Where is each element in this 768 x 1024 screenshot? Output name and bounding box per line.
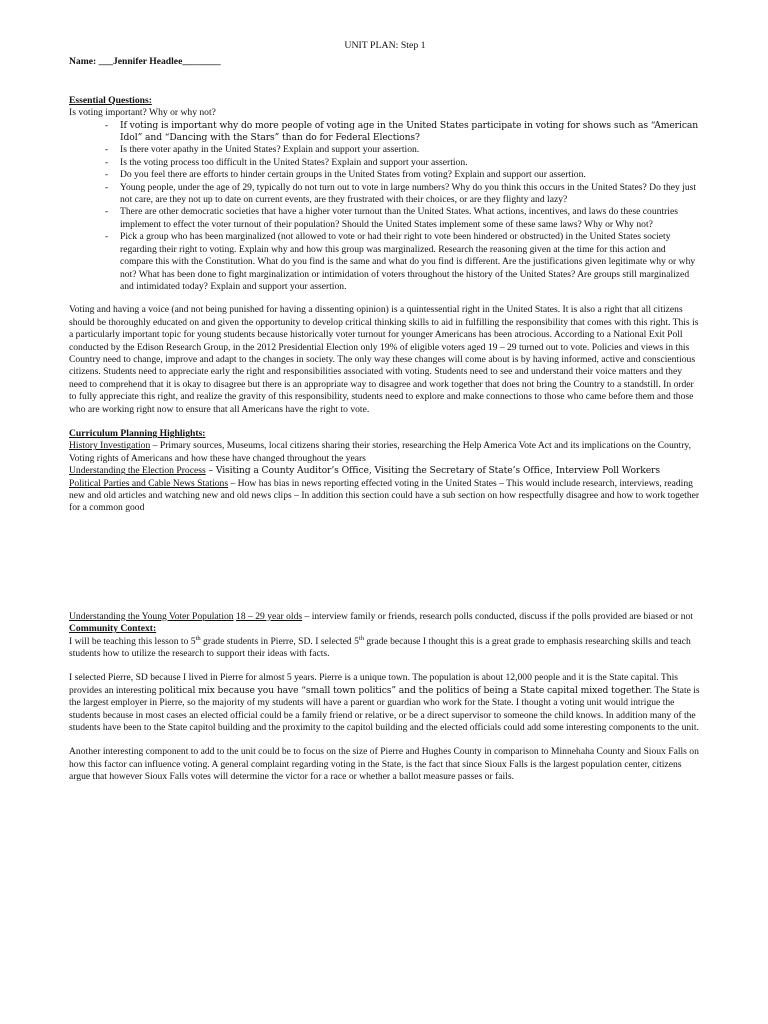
political-parties-label: Political Parties and Cable News Stations (69, 477, 229, 489)
question-text: Young people, under the age of 29, typically do not turn out to vote in large numbers? Why do you think this occurs in the United States? Do they just not care, are they not up to date on current events, are they frustrated with their choices, or are they flighty and lazy? (120, 181, 697, 206)
dash-bullet: - (105, 231, 109, 243)
election-process-item (69, 465, 701, 477)
young-voter-item (69, 611, 701, 623)
question-text: Pick a group who has been marginalized (not allowed to vote or had their right to vote been hindered or obstructed) in the United States society regarding their right to voting. Explain why and how this group was marginalized. Research the reasoning given at the time for this action and compare this with the Constitution. What do you find is the same and what do you find is different. Are the justifications given legitimate why or why not? What has been done to fight marginalization or intimidation of voters throughout the history of the United States? Are groups still marginalized and intimidated today? Explain and support your assertion. (120, 231, 696, 292)
young-voter-label: Understanding the Young Voter Population (69, 610, 234, 622)
dash-bullet: - (105, 181, 109, 193)
list-item (69, 182, 701, 207)
voting-rationale-paragraph: Voting and having a voice (and not being punished for having a dissenting opinion) is a quintessential right in the United States. It is also a right that all citizens should be thoroughly educated on and given the opportunity to develop critical thinking skills to aid in fulfilling the responsibility that comes with this right. This is a particularly important topic for young students because historically voter turnout for younger Americans has been atrocious. According to a National Exit Poll conducted by the Edison Research Group, in the 2012 Presidential Election only 19% of eligible voters aged 19 – 29 turned out to vote. Policies and views in this Country need to change, improve and adapt to the changes in society. The only way these changes will come about is by having informed, active and conscientious citizens. Students need to appreciate early the right and responsibilities associated with voting. Students need to see and understand their voice matters and they need to comprehend that it is okay to disagree but there is an appropriate way to disagree and work together that does not bring the Country to a standstill. In order to fully appreciate this right, and realize the gravity of this responsibility, students need to explore and make connections to those who came before them and those who are working right now to ensure that all Americans have the right to vote. (69, 304, 699, 415)
list-item (69, 206, 701, 231)
question-text: Is the voting process too difficult in the United States? Explain and support your assertion. (120, 156, 468, 168)
history-investigation-item (69, 440, 701, 465)
document-page (69, 40, 701, 796)
essential-questions-intro: Is voting important? Why or why not? (69, 107, 216, 119)
question-text: Do you feel there are efforts to hinder certain groups in the United States from voting? Explain and support our assertion. (120, 169, 586, 181)
community-text: I selected Pierre, SD because I lived in Pierre for almost 5 years. Pierre is a unique town. The population is about 12,000 people and it is the State capital. This provides an interesting (69, 672, 678, 696)
essential-questions-list (69, 120, 701, 294)
history-investigation-text: – Primary sources, Museums, local citizens sharing their stories, researching the Help America Vote Act and its implications on the Country, Voting rights of Americans and how these have changed throughout the years (69, 440, 691, 464)
community-paragraph-3: Another interesting component to add to the unit could be to focus on the size of Pierre and Hughes County in comparison to Minnehaha County and Sioux Falls on how this factor can influence voting. A general complaint regarding voting in the State, is the fact that since Sioux Falls is the largest population center, citizens argue that however Sioux Falls votes will determine the victor for a race or whether a ballot measure passes or fails. (69, 746, 699, 783)
community-context-heading: Community Context: (69, 623, 157, 635)
document-title: UNIT PLAN: Step 1 (344, 40, 426, 51)
community-text-emphasis: political mix because you have “small town politics” and the politics of being a State capital mixed together. (158, 684, 653, 696)
ordinal-suffix: th (195, 634, 201, 642)
young-voter-text: – interview family or friends, research polls conducted, discuss if the polls provided are biased or not (302, 610, 693, 622)
election-process-label: Understanding the Election Process (69, 465, 206, 477)
question-text: If voting is important why do more people of voting age in the United States participate in voting for shows such as “American Idol” and “Dancing with the Stars” than do for Federal Elections? (120, 119, 699, 144)
community-text: grade because I thought this is a great grade to emphasis researching skills and teach students how to utilize the research to support their ideas with facts. (69, 635, 691, 660)
community-text: The State is the largest employer in Pierre, so the majority of my students will have a parent or guardian who work for the State. I thought a voting unit would intrigue the students because in most cases an elected official could be a family friend or relative, or be a direct supervisor to someone the child knows. In addition many of the students have been to the State capitol building and the proximity to the capitol building and the elected officials could add some interesting components to the unit. (69, 684, 700, 734)
history-investigation-label: History Investigation (69, 440, 151, 452)
list-item (69, 157, 701, 169)
community-text: grade students in Pierre, SD. I selected 5 (200, 635, 359, 647)
dash-bullet: - (105, 144, 109, 156)
list-item (69, 169, 701, 181)
list-item (69, 144, 701, 156)
curriculum-heading: Curriculum Planning Highlights: (69, 427, 206, 439)
election-process-text: – Visiting a County Auditor’s Office, Visiting the Secretary of State’s Office, Interview Poll Workers (205, 465, 660, 477)
community-paragraph-2 (69, 672, 701, 734)
list-item (69, 231, 701, 293)
political-parties-text: – How has bias in news reporting effected voting in the United States – This would include research, interviews, reading new and old articles and watching new and old news clips – In addition this section could have a sub section on how respectfully disagree and how to work together for a common good (69, 477, 700, 514)
question-text: Is there voter apathy in the United States? Explain and support your assertion. (120, 144, 420, 156)
essential-questions-heading: Essential Questions: (69, 94, 152, 106)
political-parties-item (69, 478, 701, 515)
ordinal-suffix: th (358, 634, 364, 642)
community-text: I will be teaching this lesson to 5 (69, 635, 196, 647)
blank-space (69, 515, 701, 611)
young-voter-age-label: 18 – 29 year olds (236, 610, 303, 622)
dash-bullet: - (105, 156, 109, 168)
dash-bullet: - (105, 119, 109, 131)
list-item (69, 120, 701, 145)
author-name: Name: ___Jennifer Headlee________ (69, 56, 221, 68)
question-text: There are other democratic societies that have a higher voter turnout than the United States. What actions, incentives, and laws do these countries implement to effect the voter turnout of their population? Should the United States implement some of these same laws? Why or Why not? (120, 206, 678, 230)
dash-bullet: - (105, 169, 109, 181)
community-paragraph-1 (69, 636, 701, 661)
dash-bullet: - (105, 206, 109, 218)
